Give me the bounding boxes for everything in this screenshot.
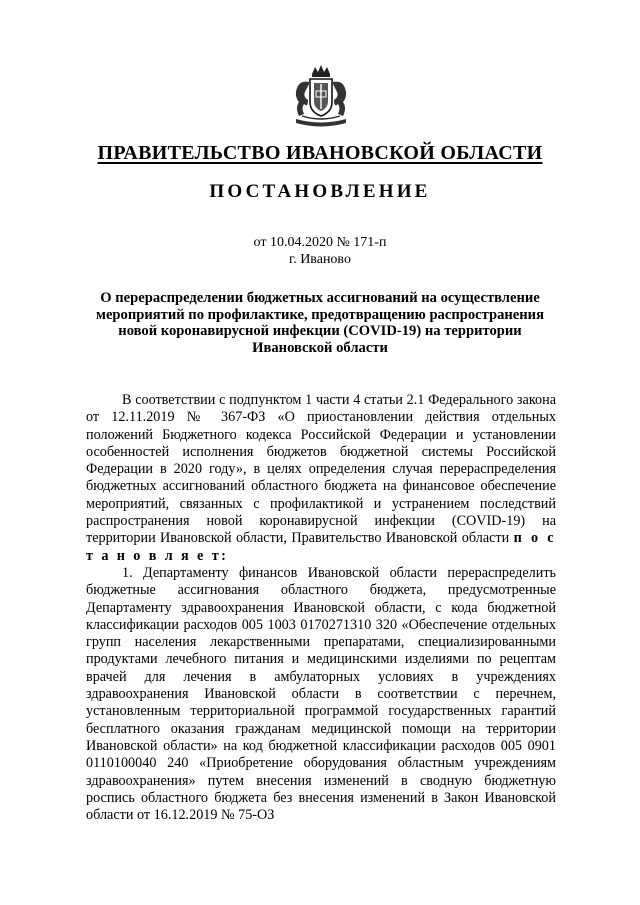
document-subject: О перераспределении бюджетных ассигнований на осуществление мероприятий по профилактике, предотвращению распространения новой коронавирусной инфекции (COVID-19) на территории Ивановской области	[96, 290, 544, 356]
document-type: ПОСТАНОВЛЕНИЕ	[209, 181, 431, 202]
document-meta	[100, 234, 540, 268]
city: г. Иваново	[289, 252, 351, 267]
date-number: от 10.04.2020 № 171-п	[253, 235, 387, 250]
document-body	[86, 392, 556, 824]
decree-word: п о с т а н о в л я е т:	[86, 530, 556, 564]
preamble-text: В соответствии с подпунктом 1 части 4 статьи 2.1 Федерального закона от 12.11.2019 № 367-ФЗ «О приостановлении действия отдельных положений Бюджетного кодекса Российской Федерации и установлении особенностей исполнения бюджетов бюджетной системы Российской Федерации в 2020 году», в целях определения случая перераспределения бюджетных ассигнований областного бюджета на финансовое обеспечение мероприятий, связанных с профилактикой и устранением последствий распространения новой коронавирусной инфекции (COVID-19) на территории Ивановской области, Правительство Ивановской области	[86, 392, 556, 547]
item-1-paragraph: 1. Департаменту финансов Ивановской области перераспределить бюджетные ассигнования областного бюджета, предусмотренные Департаменту здравоохранения Ивановской области, с кода бюджетной классификации расходов 005 1003 0170271310 320 «Обеспечение отдельных групп населения лекарственными препаратами, специализированными продуктами лечебного питания и медицинскими изделиями по рецептам врачей для лечения в амбулаторных условиях в учреждениях здравоохранения Ивановской области в соответствии с перечнем, установленным территориальной программой государственных гарантий бесплатного оказания гражданам медицинской помощи на территории Ивановской области» на код бюджетной классификации расходов 005 0901 0110100040 240 «Приобретение оборудования областным учреждениям здравоохранения» путем внесения изменений в сводную бюджетную роспись областного бюджета без внесения изменений в Закон Ивановской области от 16.12.2019 № 75-ОЗ	[86, 564, 556, 824]
coat-of-arms-icon	[290, 64, 352, 128]
organization-title: ПРАВИТЕЛЬСТВО ИВАНОВСКОЙ ОБЛАСТИ	[97, 142, 543, 164]
preamble-paragraph	[86, 392, 556, 565]
